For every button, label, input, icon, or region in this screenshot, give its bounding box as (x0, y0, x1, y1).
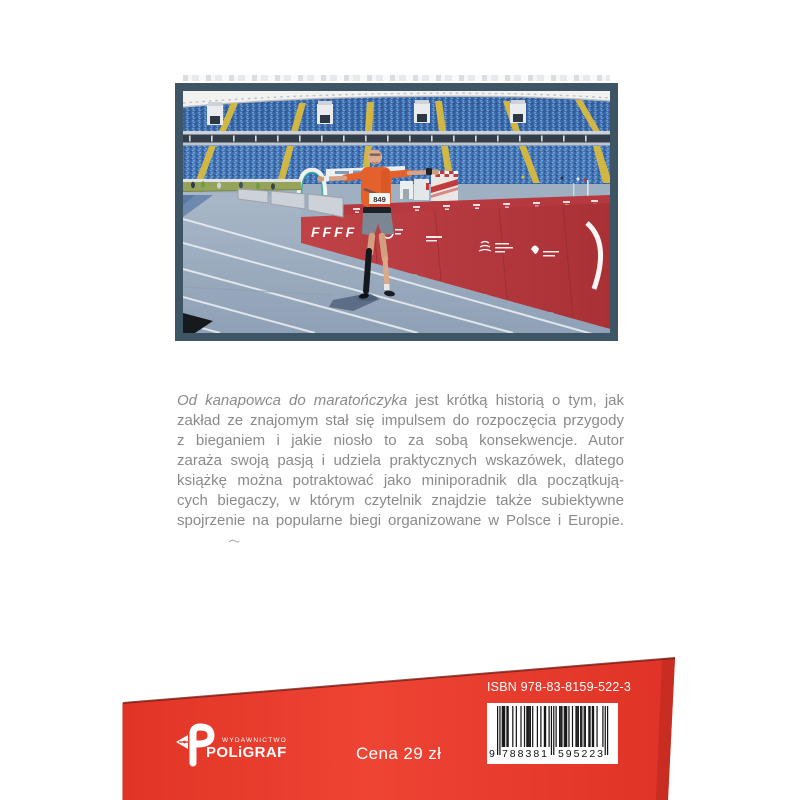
book-title-italic: Od kanapowca do maratończyka (177, 392, 408, 409)
cover-photo (175, 83, 618, 341)
publisher-name: POLiGRAF (206, 744, 287, 761)
barcode-digits (487, 747, 618, 762)
blurb-line (177, 391, 624, 411)
finish-tower (431, 171, 458, 204)
isbn-label: ISBN 978-83-8159-522-3 (487, 680, 632, 694)
scan-bleed-strip (183, 75, 610, 81)
leg-sleeve (366, 251, 369, 291)
publisher-logo (176, 721, 286, 769)
publisher-band (118, 650, 683, 800)
watch (426, 168, 432, 175)
blurb-line: spojrzenie na popularne biegi organizowane w Polsce i Europie. (177, 512, 624, 529)
wristband (324, 176, 329, 182)
blurb-line: zakład ze znajomym stał się impulsem do rozpoczęcia przygody (177, 412, 624, 429)
waist-pouch (363, 207, 391, 214)
publisher-label-top: WYDAWNICTWO (222, 737, 287, 744)
blurb-line-rest: jest krótką historią o tym, jak (407, 392, 624, 409)
blurb-line: książkę można potraktować jako miniporadnik dla początkują- (177, 472, 624, 489)
race-bib (369, 193, 390, 207)
barcode-digit-group1: 788381 (501, 748, 550, 760)
barcode-digit-group2: 595223 (557, 748, 606, 760)
runner-head (368, 150, 382, 164)
price-label: Cena 29 zł (356, 744, 442, 763)
glasses (370, 154, 381, 156)
banner-letters: FFFF (311, 224, 358, 240)
barcode-digit-left: 9 (489, 748, 495, 760)
blurb-line: zaraża swoją pasją i udziela praktycznych wskazówek, dlatego (177, 452, 624, 469)
barcode-box (487, 703, 618, 764)
blurb-line: z bieganiem i jakie niosło to za sobą konsekwencje. Autor (177, 432, 624, 449)
blurb-line: cych biegaczy, w którym czytelnik znajdzie także subiektywne (177, 492, 624, 509)
stadium-photo-illustration (183, 91, 610, 333)
bib-number: 849 (373, 195, 386, 204)
scan-speck (228, 538, 240, 545)
back-cover-blurb (177, 391, 624, 531)
